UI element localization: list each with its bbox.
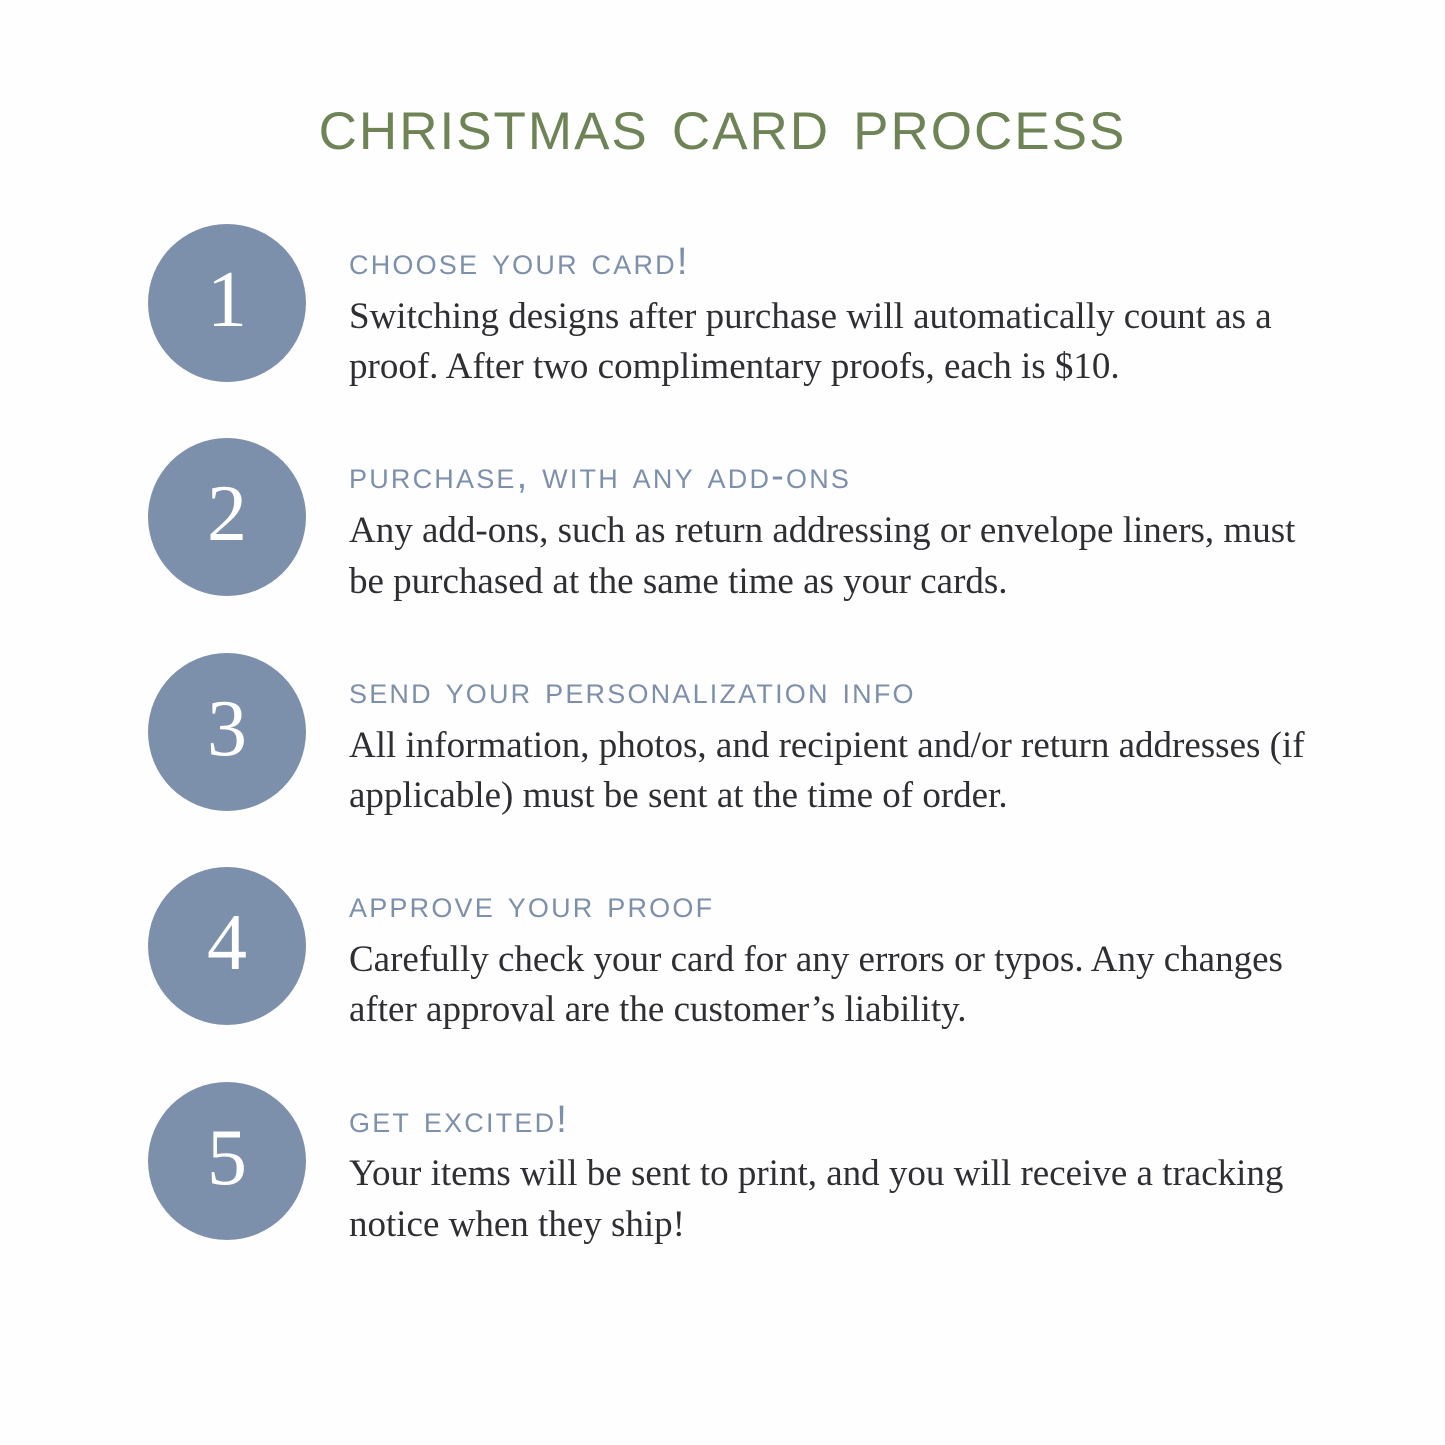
step-title: purchase, with any add-ons <box>349 455 852 498</box>
step-content <box>306 653 1334 821</box>
step-description: Any add-ons, such as return addressing or envelope liners, must be purchased at the same time as your cards. <box>349 510 1296 602</box>
step-description: Carefully check your card for any errors or typos. Any changes after approval are the customer’s liability. <box>349 939 1283 1031</box>
step-number-badge: 2 <box>148 438 306 596</box>
step-content <box>306 867 1334 1035</box>
list-item <box>148 653 1345 821</box>
list-item <box>148 224 1345 392</box>
step-description: All information, photos, and recipient and/or return addresses (if applicable) must be sent at the time of order. <box>349 724 1305 816</box>
step-content <box>306 438 1334 606</box>
list-item <box>148 1082 1345 1250</box>
step-description: Switching designs after purchase will automatically count as a proof. After two complimentary proofs, each is $10. <box>349 295 1272 388</box>
step-number-badge: 4 <box>148 867 306 1025</box>
step-title: get excited! <box>349 1098 570 1141</box>
step-content <box>306 1082 1334 1250</box>
step-number-badge: 3 <box>148 653 306 811</box>
page-title: christmas card process <box>318 81 1127 166</box>
step-content <box>306 224 1334 392</box>
steps-list <box>0 224 1445 1250</box>
step-title: send your personalization info <box>349 669 916 712</box>
list-item <box>148 867 1345 1035</box>
step-description: Your items will be sent to print, and you will receive a tracking notice when they ship! <box>349 1153 1284 1245</box>
list-item <box>148 438 1345 606</box>
step-title: choose your card! <box>349 241 690 283</box>
step-title: approve your proof <box>349 884 715 927</box>
step-number-badge: 5 <box>148 1082 306 1240</box>
step-number-badge: 1 <box>148 224 306 382</box>
